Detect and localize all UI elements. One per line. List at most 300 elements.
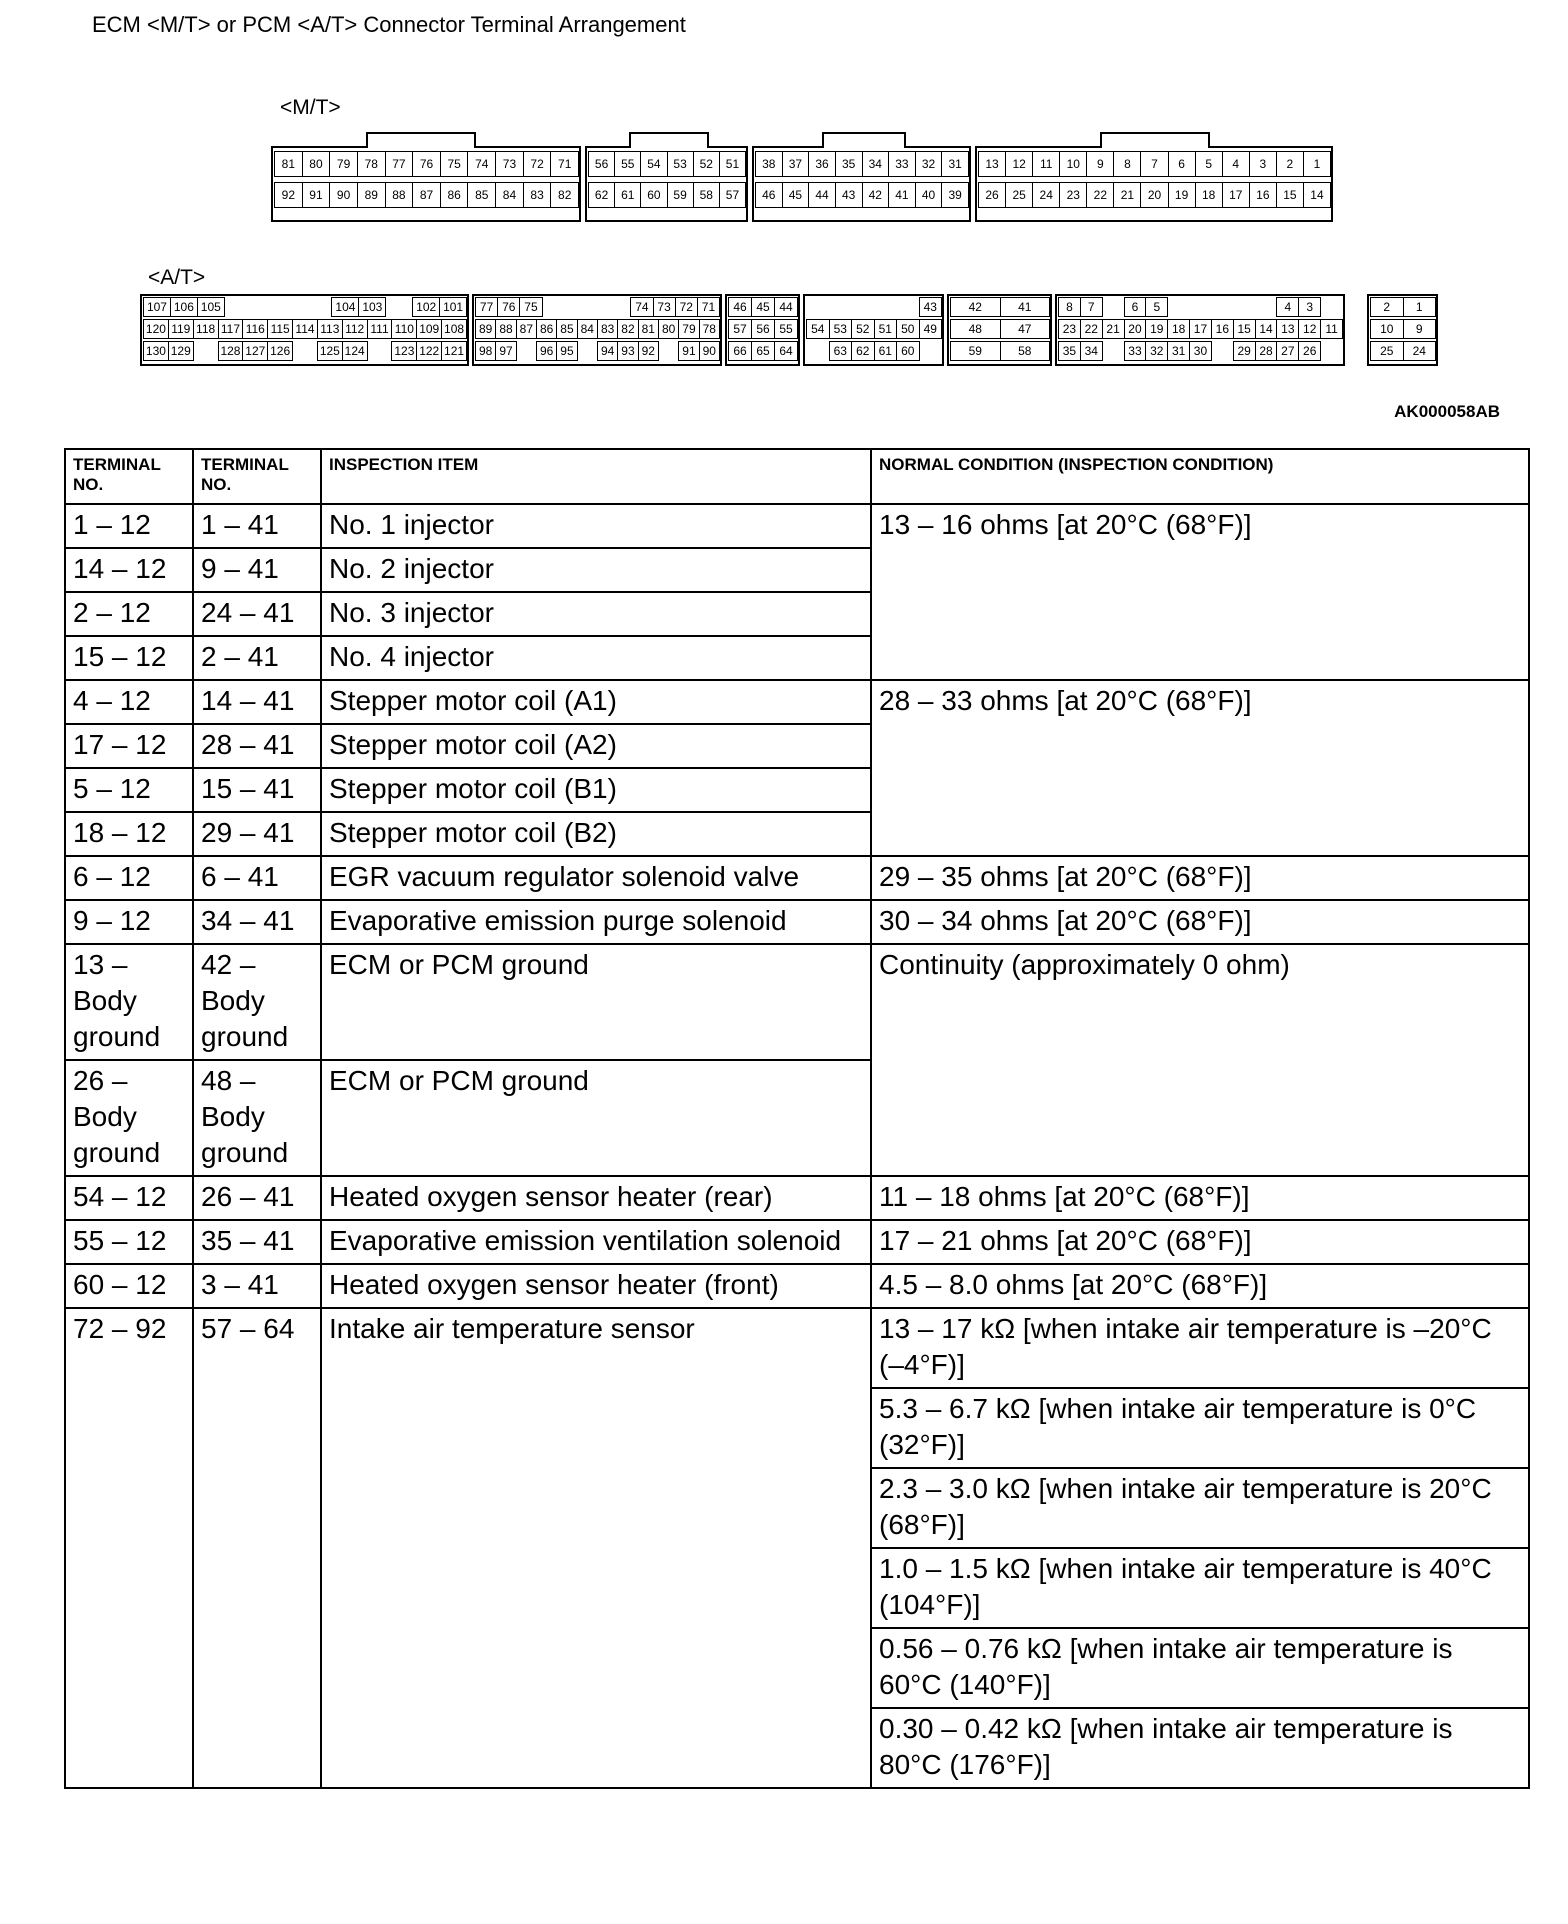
terminal-pin: 84 [495, 182, 524, 208]
terminal-pin: 45 [782, 182, 810, 208]
terminal-pin: 92 [274, 182, 303, 208]
terminal-pin: 37 [782, 151, 810, 177]
terminal-pin: 94 [597, 341, 618, 361]
terminal-mt-cell: 6 – 12 [65, 856, 193, 900]
header-terminal-mt: TERMINAL NO. [65, 449, 193, 504]
terminal-pin: 53 [667, 151, 694, 177]
terminal-row-bottom [1058, 341, 1342, 361]
terminal-pin: 74 [467, 151, 496, 177]
terminal-pin: 39 [941, 182, 969, 208]
terminal-pin: 19 [1145, 319, 1168, 339]
terminal-blank [224, 297, 252, 317]
terminal-at-cell: 26 – 41 [193, 1176, 321, 1220]
terminal-pin: 44 [808, 182, 836, 208]
terminal-blank [1211, 297, 1234, 317]
terminal-pin: 14 [1303, 182, 1331, 208]
terminal-pin: 52 [851, 319, 875, 339]
inspection-item-cell: Evaporative emission ventilation solenoid [321, 1220, 871, 1264]
terminal-pin: 57 [719, 182, 746, 208]
terminal-at-cell: 48 – Body ground [193, 1060, 321, 1176]
terminal-blank [305, 297, 333, 317]
terminal-pin: 8 [1058, 297, 1081, 317]
terminal-blank [542, 297, 565, 317]
terminal-pin: 61 [874, 341, 898, 361]
figure-reference-code: AK000058AB [1394, 402, 1500, 421]
normal-condition-cell: 4.5 – 8.0 ohms [at 20°C (68°F)] [871, 1264, 1529, 1308]
terminal-blank [1255, 297, 1278, 317]
terminal-pin: 78 [699, 319, 720, 339]
terminal-blank [829, 297, 853, 317]
terminal-pin: 92 [638, 341, 659, 361]
terminal-pin: 43 [919, 297, 943, 317]
terminal-pin: 90 [699, 341, 720, 361]
terminal-mt-cell: 1 – 12 [65, 504, 193, 548]
terminal-pin: 21 [1113, 182, 1141, 208]
terminal-pin: 56 [588, 151, 615, 177]
header-normal-condition: NORMAL CONDITION (INSPECTION CONDITION) [871, 449, 1529, 504]
inspection-item-cell: No. 3 injector [321, 592, 871, 636]
mt-block-2 [585, 132, 748, 222]
terminal-pin: 98 [475, 341, 496, 361]
inspection-item-cell: Stepper motor coil (B2) [321, 812, 871, 856]
terminal-pin: 64 [774, 341, 798, 361]
terminal-pin: 86 [440, 182, 469, 208]
terminal-mt-cell: 55 – 12 [65, 1220, 193, 1264]
terminal-pin: 121 [441, 341, 467, 361]
terminal-pin: 115 [267, 319, 293, 339]
terminal-pin: 124 [342, 341, 368, 361]
terminal-pin: 11 [1032, 151, 1060, 177]
terminal-pin: 51 [719, 151, 746, 177]
at-block-3 [725, 294, 800, 366]
terminal-mt-cell: 17 – 12 [65, 724, 193, 768]
terminal-pin: 114 [292, 319, 318, 339]
at-block-7 [1367, 294, 1438, 366]
terminal-pin: 87 [412, 182, 441, 208]
terminal-row-bottom [806, 341, 941, 361]
mt-block-3 [752, 132, 971, 222]
terminal-pin: 74 [630, 297, 653, 317]
terminal-row-mid [806, 319, 941, 339]
at-block-6 [1055, 294, 1345, 366]
terminal-pin: 31 [941, 151, 969, 177]
terminal-row-bottom [588, 182, 745, 208]
normal-condition-cell: 13 – 17 kΩ [when intake air temperature is –20°C (–4°F)] [871, 1308, 1529, 1388]
terminal-pin: 61 [614, 182, 641, 208]
terminal-row-mid [475, 319, 719, 339]
table-row [65, 1176, 1529, 1220]
inspection-item-cell: Evaporative emission purge solenoid [321, 900, 871, 944]
terminal-pin: 41 [888, 182, 916, 208]
page-title: ECM <M/T> or PCM <A/T> Connector Terminal Arrangement [92, 12, 686, 37]
terminal-pin: 101 [439, 297, 467, 317]
terminal-pin: 73 [653, 297, 676, 317]
terminal-at-cell: 1 – 41 [193, 504, 321, 548]
inspection-item-cell: EGR vacuum regulator solenoid valve [321, 856, 871, 900]
terminal-pin: 88 [495, 319, 516, 339]
connector-latch [822, 132, 906, 148]
terminal-pin: 56 [751, 319, 775, 339]
terminal-row-bottom [978, 182, 1330, 208]
at-block-4 [803, 294, 944, 366]
terminal-pin: 125 [317, 341, 343, 361]
terminal-at-cell: 29 – 41 [193, 812, 321, 856]
terminal-pin: 42 [862, 182, 890, 208]
table-row [65, 1264, 1529, 1308]
terminal-pin: 41 [1000, 297, 1051, 317]
normal-condition-cell: 13 – 16 ohms [at 20°C (68°F)] [871, 504, 1529, 680]
terminal-pin: 23 [1059, 182, 1087, 208]
table-row [65, 1220, 1529, 1264]
table-row [65, 504, 1529, 548]
terminal-row-bottom [1370, 341, 1435, 361]
terminal-blank [564, 297, 587, 317]
terminal-pin: 40 [915, 182, 943, 208]
inspection-item-cell: Intake air temperature sensor [321, 1308, 871, 1788]
terminal-mt-cell: 15 – 12 [65, 636, 193, 680]
header-inspection-item: INSPECTION ITEM [321, 449, 871, 504]
terminal-pin: 50 [896, 319, 920, 339]
terminal-pin: 96 [536, 341, 557, 361]
terminal-pin: 22 [1080, 319, 1103, 339]
terminal-row-top [728, 297, 797, 317]
terminal-pin: 24 [1032, 182, 1060, 208]
terminal-pin: 91 [302, 182, 331, 208]
terminal-mt-cell: 14 – 12 [65, 548, 193, 592]
terminal-pin: 104 [331, 297, 359, 317]
terminal-at-cell: 15 – 41 [193, 768, 321, 812]
terminal-at-cell: 9 – 41 [193, 548, 321, 592]
header-terminal-at: TERMINAL NO. [193, 449, 321, 504]
terminal-pin: 95 [556, 341, 577, 361]
terminal-row-top [755, 151, 968, 177]
normal-condition-cell: 1.0 – 1.5 kΩ [when intake air temperature is 40°C (104°F)] [871, 1548, 1529, 1628]
terminal-pin: 13 [978, 151, 1006, 177]
terminal-pin: 16 [1211, 319, 1234, 339]
normal-condition-cell: 11 – 18 ohms [at 20°C (68°F)] [871, 1176, 1529, 1220]
terminal-pin: 12 [1005, 151, 1033, 177]
terminal-row-mid [1370, 319, 1435, 339]
terminal-pin: 28 [1255, 341, 1278, 361]
normal-condition-cell: 0.30 – 0.42 kΩ [when intake air temperature is 80°C (176°F)] [871, 1708, 1529, 1788]
terminal-pin: 109 [416, 319, 442, 339]
terminal-row-mid [950, 319, 1049, 339]
terminal-row-top [806, 297, 941, 317]
terminal-pin: 66 [728, 341, 752, 361]
terminal-pin: 85 [467, 182, 496, 208]
terminal-pin: 118 [193, 319, 219, 339]
terminal-blank [516, 341, 537, 361]
terminal-blank [586, 297, 609, 317]
terminal-row-mid [728, 319, 797, 339]
terminal-pin: 127 [242, 341, 268, 361]
inspection-item-cell: Stepper motor coil (A1) [321, 680, 871, 724]
terminal-pin: 17 [1189, 319, 1212, 339]
terminal-blank [385, 297, 413, 317]
terminal-pin: 81 [638, 319, 659, 339]
terminal-pin: 45 [751, 297, 775, 317]
terminal-pin: 9 [1403, 319, 1437, 339]
terminal-at-cell: 24 – 41 [193, 592, 321, 636]
connector-latch [1100, 132, 1210, 148]
terminal-pin: 1 [1303, 151, 1331, 177]
terminal-pin: 7 [1080, 297, 1103, 317]
terminal-pin: 82 [550, 182, 579, 208]
terminal-pin: 8 [1113, 151, 1141, 177]
terminal-pin: 3 [1249, 151, 1277, 177]
terminal-row-bottom [950, 341, 1049, 361]
terminal-pin: 22 [1086, 182, 1114, 208]
terminal-blank [1320, 341, 1343, 361]
terminal-blank [1211, 341, 1234, 361]
terminal-pin: 55 [614, 151, 641, 177]
terminal-pin: 32 [1145, 341, 1168, 361]
terminal-pin: 26 [978, 182, 1006, 208]
terminal-pin: 34 [1080, 341, 1103, 361]
terminal-at-cell: 2 – 41 [193, 636, 321, 680]
terminal-row-bottom [475, 341, 719, 361]
terminal-pin: 9 [1086, 151, 1114, 177]
terminal-pin: 71 [697, 297, 720, 317]
table-row [65, 856, 1529, 900]
terminal-pin: 76 [412, 151, 441, 177]
terminal-pin: 87 [516, 319, 537, 339]
terminal-pin: 129 [168, 341, 194, 361]
terminal-pin: 93 [617, 341, 638, 361]
terminal-blank [608, 297, 631, 317]
terminal-pin: 59 [667, 182, 694, 208]
terminal-blank [278, 297, 306, 317]
terminal-pin: 21 [1102, 319, 1125, 339]
at-block-2 [472, 294, 722, 366]
terminal-at-cell: 34 – 41 [193, 900, 321, 944]
terminal-mt-cell: 54 – 12 [65, 1176, 193, 1220]
terminal-pin: 58 [1000, 341, 1051, 361]
terminal-pin: 128 [218, 341, 244, 361]
terminal-blank [1167, 297, 1190, 317]
terminal-pin: 54 [806, 319, 830, 339]
terminal-pin: 36 [808, 151, 836, 177]
terminal-blank [1320, 297, 1343, 317]
terminal-row-top [950, 297, 1049, 317]
terminal-pin: 17 [1222, 182, 1250, 208]
terminal-pin: 117 [218, 319, 244, 339]
normal-condition-cell: Continuity (approximately 0 ohm) [871, 944, 1529, 1176]
terminal-blank [1102, 341, 1125, 361]
terminal-pin: 5 [1145, 297, 1168, 317]
terminal-pin: 46 [728, 297, 752, 317]
terminal-pin: 4 [1276, 297, 1299, 317]
inspection-table [64, 448, 1530, 1789]
terminal-mt-cell: 9 – 12 [65, 900, 193, 944]
terminal-pin: 79 [678, 319, 699, 339]
normal-condition-cell: 30 – 34 ohms [at 20°C (68°F)] [871, 900, 1529, 944]
mt-connector-diagram [271, 132, 1333, 224]
terminal-pin: 24 [1403, 341, 1437, 361]
terminal-at-cell: 57 – 64 [193, 1308, 321, 1788]
terminal-pin: 49 [919, 319, 943, 339]
terminal-pin: 6 [1168, 151, 1196, 177]
terminal-pin: 82 [617, 319, 638, 339]
inspection-item-cell: Stepper motor coil (A2) [321, 724, 871, 768]
terminal-pin: 10 [1370, 319, 1404, 339]
terminal-pin: 10 [1059, 151, 1087, 177]
terminal-at-cell: 3 – 41 [193, 1264, 321, 1308]
inspection-item-cell: No. 1 injector [321, 504, 871, 548]
mt-block-1 [271, 132, 581, 222]
terminal-pin: 83 [523, 182, 552, 208]
terminal-mt-cell: 2 – 12 [65, 592, 193, 636]
terminal-mt-cell: 26 – Body ground [65, 1060, 193, 1176]
terminal-mt-cell: 5 – 12 [65, 768, 193, 812]
terminal-blank [874, 297, 898, 317]
table-row [65, 944, 1529, 1060]
terminal-pin: 91 [678, 341, 699, 361]
terminal-pin: 77 [475, 297, 498, 317]
terminal-pin: 3 [1298, 297, 1321, 317]
at-block-5 [947, 294, 1052, 366]
terminal-pin: 123 [391, 341, 417, 361]
terminal-row-top [588, 151, 745, 177]
terminal-pin: 54 [640, 151, 667, 177]
terminal-row-bottom [755, 182, 968, 208]
mt-connector-label: <M/T> [280, 96, 341, 119]
terminal-pin: 52 [693, 151, 720, 177]
terminal-pin: 103 [358, 297, 386, 317]
terminal-row-top [475, 297, 719, 317]
terminal-pin: 58 [693, 182, 720, 208]
terminal-blank [851, 297, 875, 317]
terminal-pin: 14 [1255, 319, 1278, 339]
terminal-pin: 122 [416, 341, 442, 361]
terminal-pin: 38 [755, 151, 783, 177]
terminal-pin: 77 [385, 151, 414, 177]
terminal-pin: 62 [851, 341, 875, 361]
terminal-pin: 26 [1298, 341, 1321, 361]
terminal-blank [577, 341, 598, 361]
terminal-pin: 62 [588, 182, 615, 208]
terminal-pin: 110 [391, 319, 417, 339]
terminal-pin: 18 [1167, 319, 1190, 339]
terminal-pin: 6 [1124, 297, 1147, 317]
terminal-blank [919, 341, 943, 361]
terminal-pin: 34 [862, 151, 890, 177]
inspection-item-cell: No. 4 injector [321, 636, 871, 680]
terminal-blank [1102, 297, 1125, 317]
terminal-mt-cell: 13 – Body ground [65, 944, 193, 1060]
terminal-pin: 80 [302, 151, 331, 177]
normal-condition-cell: 28 – 33 ohms [at 20°C (68°F)] [871, 680, 1529, 856]
terminal-pin: 81 [274, 151, 303, 177]
inspection-item-cell: No. 2 injector [321, 548, 871, 592]
terminal-pin: 88 [385, 182, 414, 208]
terminal-pin: 46 [755, 182, 783, 208]
terminal-row-bottom [728, 341, 797, 361]
inspection-item-cell: Heated oxygen sensor heater (rear) [321, 1176, 871, 1220]
terminal-row-top [1058, 297, 1342, 317]
inspection-item-cell: Stepper motor coil (B1) [321, 768, 871, 812]
terminal-pin: 72 [523, 151, 552, 177]
terminal-pin: 20 [1140, 182, 1168, 208]
terminal-pin: 79 [329, 151, 358, 177]
terminal-pin: 59 [950, 341, 1001, 361]
terminal-row-top [274, 151, 578, 177]
terminal-pin: 11 [1320, 319, 1343, 339]
at-block-1 [140, 294, 469, 366]
terminal-blank [806, 341, 830, 361]
terminal-blank [367, 341, 393, 361]
table-row [65, 680, 1529, 724]
terminal-pin: 65 [751, 341, 775, 361]
terminal-pin: 1 [1403, 297, 1437, 317]
terminal-mt-cell: 18 – 12 [65, 812, 193, 856]
terminal-pin: 75 [440, 151, 469, 177]
terminal-pin: 13 [1276, 319, 1299, 339]
terminal-blank [1233, 297, 1256, 317]
terminal-row-top [143, 297, 466, 317]
terminal-pin: 51 [874, 319, 898, 339]
terminal-pin: 12 [1298, 319, 1321, 339]
terminal-at-cell: 28 – 41 [193, 724, 321, 768]
terminal-pin: 48 [950, 319, 1001, 339]
terminal-pin: 85 [556, 319, 577, 339]
terminal-pin: 33 [888, 151, 916, 177]
terminal-pin: 71 [550, 151, 579, 177]
terminal-pin: 16 [1249, 182, 1277, 208]
table-row [65, 1308, 1529, 1388]
terminal-blank [193, 341, 219, 361]
terminal-pin: 63 [829, 341, 853, 361]
terminal-blank [896, 297, 920, 317]
terminal-pin: 47 [1000, 319, 1051, 339]
terminal-pin: 126 [267, 341, 293, 361]
terminal-mt-cell: 72 – 92 [65, 1308, 193, 1788]
terminal-blank [806, 297, 830, 317]
terminal-blank [1189, 297, 1212, 317]
terminal-pin: 84 [577, 319, 598, 339]
terminal-pin: 5 [1195, 151, 1223, 177]
terminal-mt-cell: 60 – 12 [65, 1264, 193, 1308]
terminal-blank [251, 297, 279, 317]
terminal-at-cell: 6 – 41 [193, 856, 321, 900]
terminal-pin: 86 [536, 319, 557, 339]
terminal-pin: 60 [896, 341, 920, 361]
inspection-item-cell: ECM or PCM ground [321, 944, 871, 1060]
terminal-pin: 90 [329, 182, 358, 208]
terminal-row-bottom [143, 341, 466, 361]
terminal-pin: 20 [1124, 319, 1147, 339]
table-row [65, 900, 1529, 944]
terminal-pin: 42 [950, 297, 1001, 317]
terminal-row-mid [1058, 319, 1342, 339]
terminal-pin: 72 [675, 297, 698, 317]
terminal-pin: 57 [728, 319, 752, 339]
terminal-pin: 53 [829, 319, 853, 339]
connector-latch [366, 132, 476, 148]
terminal-pin: 76 [497, 297, 520, 317]
at-connector-label: <A/T> [148, 266, 206, 289]
terminal-pin: 102 [412, 297, 440, 317]
terminal-pin: 35 [835, 151, 863, 177]
terminal-pin: 7 [1140, 151, 1168, 177]
terminal-pin: 116 [242, 319, 268, 339]
terminal-mt-cell: 4 – 12 [65, 680, 193, 724]
table-header-row [65, 449, 1529, 504]
terminal-row-mid [143, 319, 466, 339]
normal-condition-cell: 0.56 – 0.76 kΩ [when intake air temperature is 60°C (140°F)] [871, 1628, 1529, 1708]
terminal-pin: 4 [1222, 151, 1250, 177]
terminal-blank [292, 341, 318, 361]
